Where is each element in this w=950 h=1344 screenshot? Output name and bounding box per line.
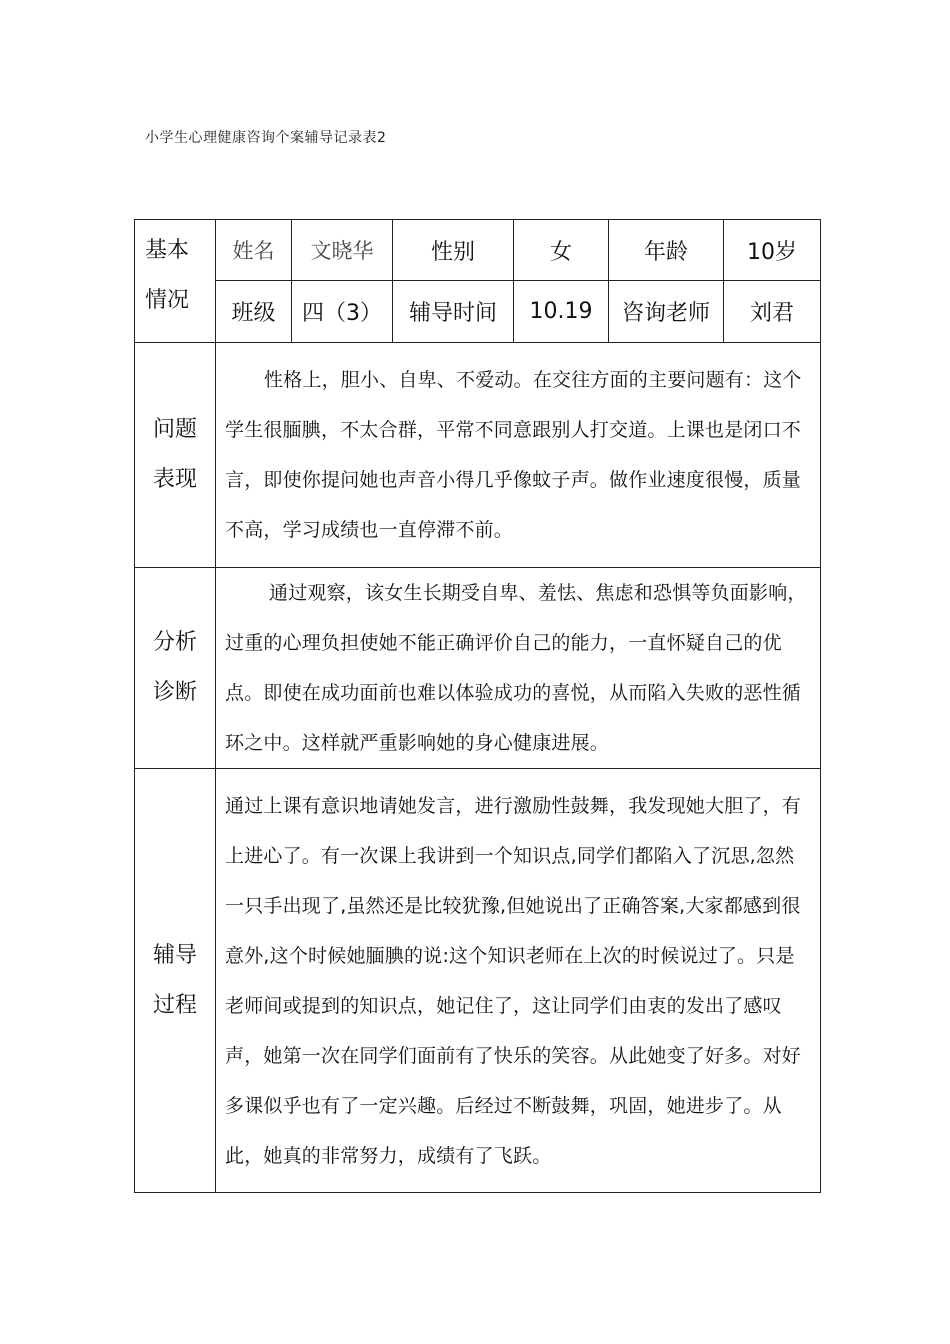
- problem-label-line1: 问题: [152, 417, 197, 442]
- process-label-line1: 辅导: [152, 942, 197, 968]
- diagnosis-label-line1: 分析: [152, 630, 197, 655]
- diagnosis-label: [135, 568, 216, 769]
- gender-label: 性别: [393, 220, 514, 281]
- counseling-record-table: [134, 219, 821, 1193]
- process-label-line2: 过程: [152, 992, 197, 1018]
- problem-label: [135, 343, 216, 568]
- basic-info-label: [135, 220, 216, 343]
- basic-info-row-1: [135, 220, 821, 281]
- class-value: 四（3）: [292, 281, 393, 343]
- process-text: 通过上课有意识地请她发言，进行激励性鼓舞，我发现她大胆了，有上进心了。有一次课上我讲到一个知识点,同学们都陷入了沉思,忽然一只手出现了,虽然还是比较犹豫,但她说出了正确答案,大家都感到很意外,这个时候她腼腆的说:这个知识老师在上次的时候说过了。只是老师间或提到的知识点，她记住了，这让同学们由衷的发出了感叹声，她第一次在同学们面前有了快乐的笑容。从此她变了好多。对好多课似乎也有了一定兴趣。后经过不断鼓舞，巩固，她进步了。从此，她真的非常努力，成绩有了飞跃。: [225, 794, 802, 1167]
- class-label: 班级: [216, 281, 292, 343]
- diagnosis-text: 通过观察，该女生长期受自卑、羞怯、焦虑和恐惧等负面影响，过重的心理负担使她不能正确评价自己的能力，一直怀疑自己的优点。即使在成功面前也难以体验成功的喜悦，从而陷入失败的恶性循环之中。这样就严重影响她的身心健康进展。: [225, 582, 807, 754]
- document-title: 小学生心理健康咨询个案辅导记录表2: [145, 130, 387, 146]
- gender-value: 女: [514, 220, 609, 281]
- process-row: [135, 769, 821, 1193]
- process-text-cell: [216, 769, 821, 1193]
- basic-info-label-line1: 基本: [145, 238, 190, 263]
- time-value: 10.19: [514, 281, 609, 343]
- problem-row: [135, 343, 821, 568]
- basic-info-label-line2: 情况: [145, 288, 190, 313]
- counselor-value: 刘君: [724, 281, 821, 343]
- problem-text-cell: [216, 343, 821, 568]
- diagnosis-row: [135, 568, 821, 769]
- counselor-label: 咨询老师: [609, 281, 724, 343]
- age-value: 10岁: [724, 220, 821, 281]
- problem-label-line2: 表现: [152, 467, 197, 492]
- name-value: 文晓华: [292, 220, 393, 281]
- name-label: 姓名: [216, 220, 292, 281]
- problem-text: 性格上，胆小、自卑、不爱动。在交往方面的主要问题有：这个学生很腼腆，不太合群，平常不同意跟别人打交道。上课也是闭口不言，即使你提问她也声音小得几乎像蚊子声。做作业速度很慢，质量不高，学习成绩也一直停滞不前。: [225, 369, 802, 541]
- basic-info-row-2: [135, 281, 821, 343]
- diagnosis-text-cell: [216, 568, 821, 769]
- process-label: [135, 769, 216, 1193]
- diagnosis-label-line2: 诊断: [152, 680, 197, 705]
- age-label: 年龄: [609, 220, 724, 281]
- time-label: 辅导时间: [393, 281, 514, 343]
